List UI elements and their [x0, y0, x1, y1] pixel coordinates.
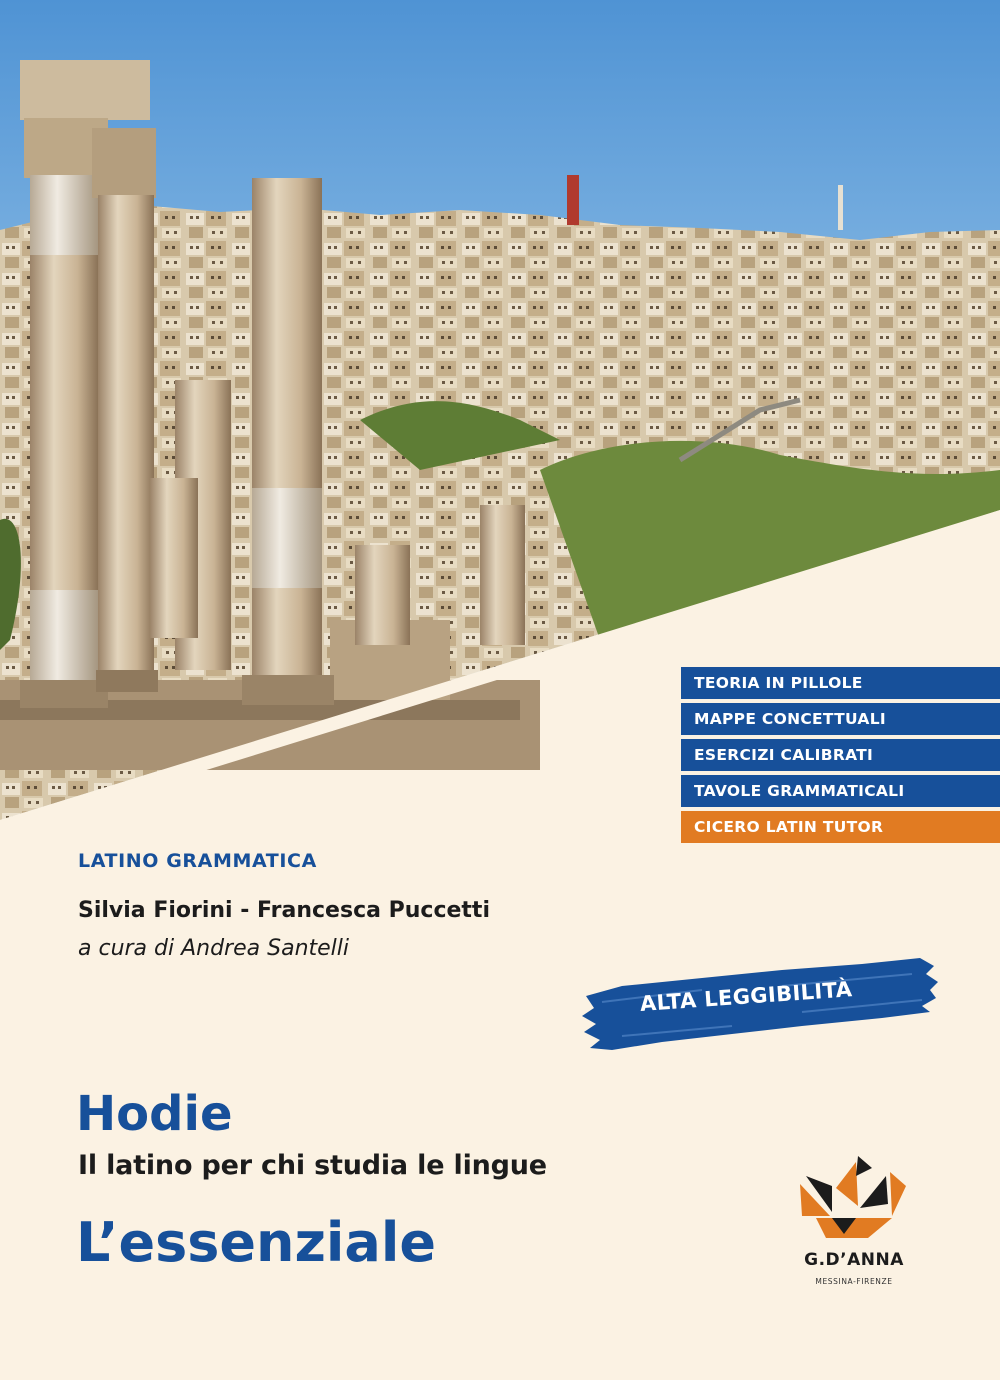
feature-tavole: TAVOLE GRAMMATICALI [681, 775, 1000, 807]
book-edition: L’essenziale [76, 1211, 436, 1274]
feature-esercizi: ESERCIZI CALIBRATI [681, 739, 1000, 771]
publisher-city: MESSINA-FIRENZE [815, 1277, 893, 1286]
publisher-name: G.D’ANNA [804, 1250, 904, 1270]
badge-label: ALTA LEGGIBILITÀ [639, 977, 854, 1016]
book-subtitle: Il latino per chi studia le lingue [78, 1150, 547, 1181]
editor-credit: a cura di Andrea Santelli [78, 936, 350, 961]
book-title: Hodie [76, 1086, 233, 1142]
series-label: LATINO GRAMMATICA [78, 850, 317, 872]
feature-mappe: MAPPE CONCETTUALI [681, 703, 1000, 735]
publisher-logo-icon [796, 1154, 912, 1244]
authors: Silvia Fiorini - Francesca Puccetti [78, 898, 490, 923]
feature-cicero: CICERO LATIN TUTOR [681, 811, 1000, 843]
feature-teoria: TEORIA IN PILLOLE [681, 667, 1000, 699]
feature-list [681, 667, 1000, 847]
